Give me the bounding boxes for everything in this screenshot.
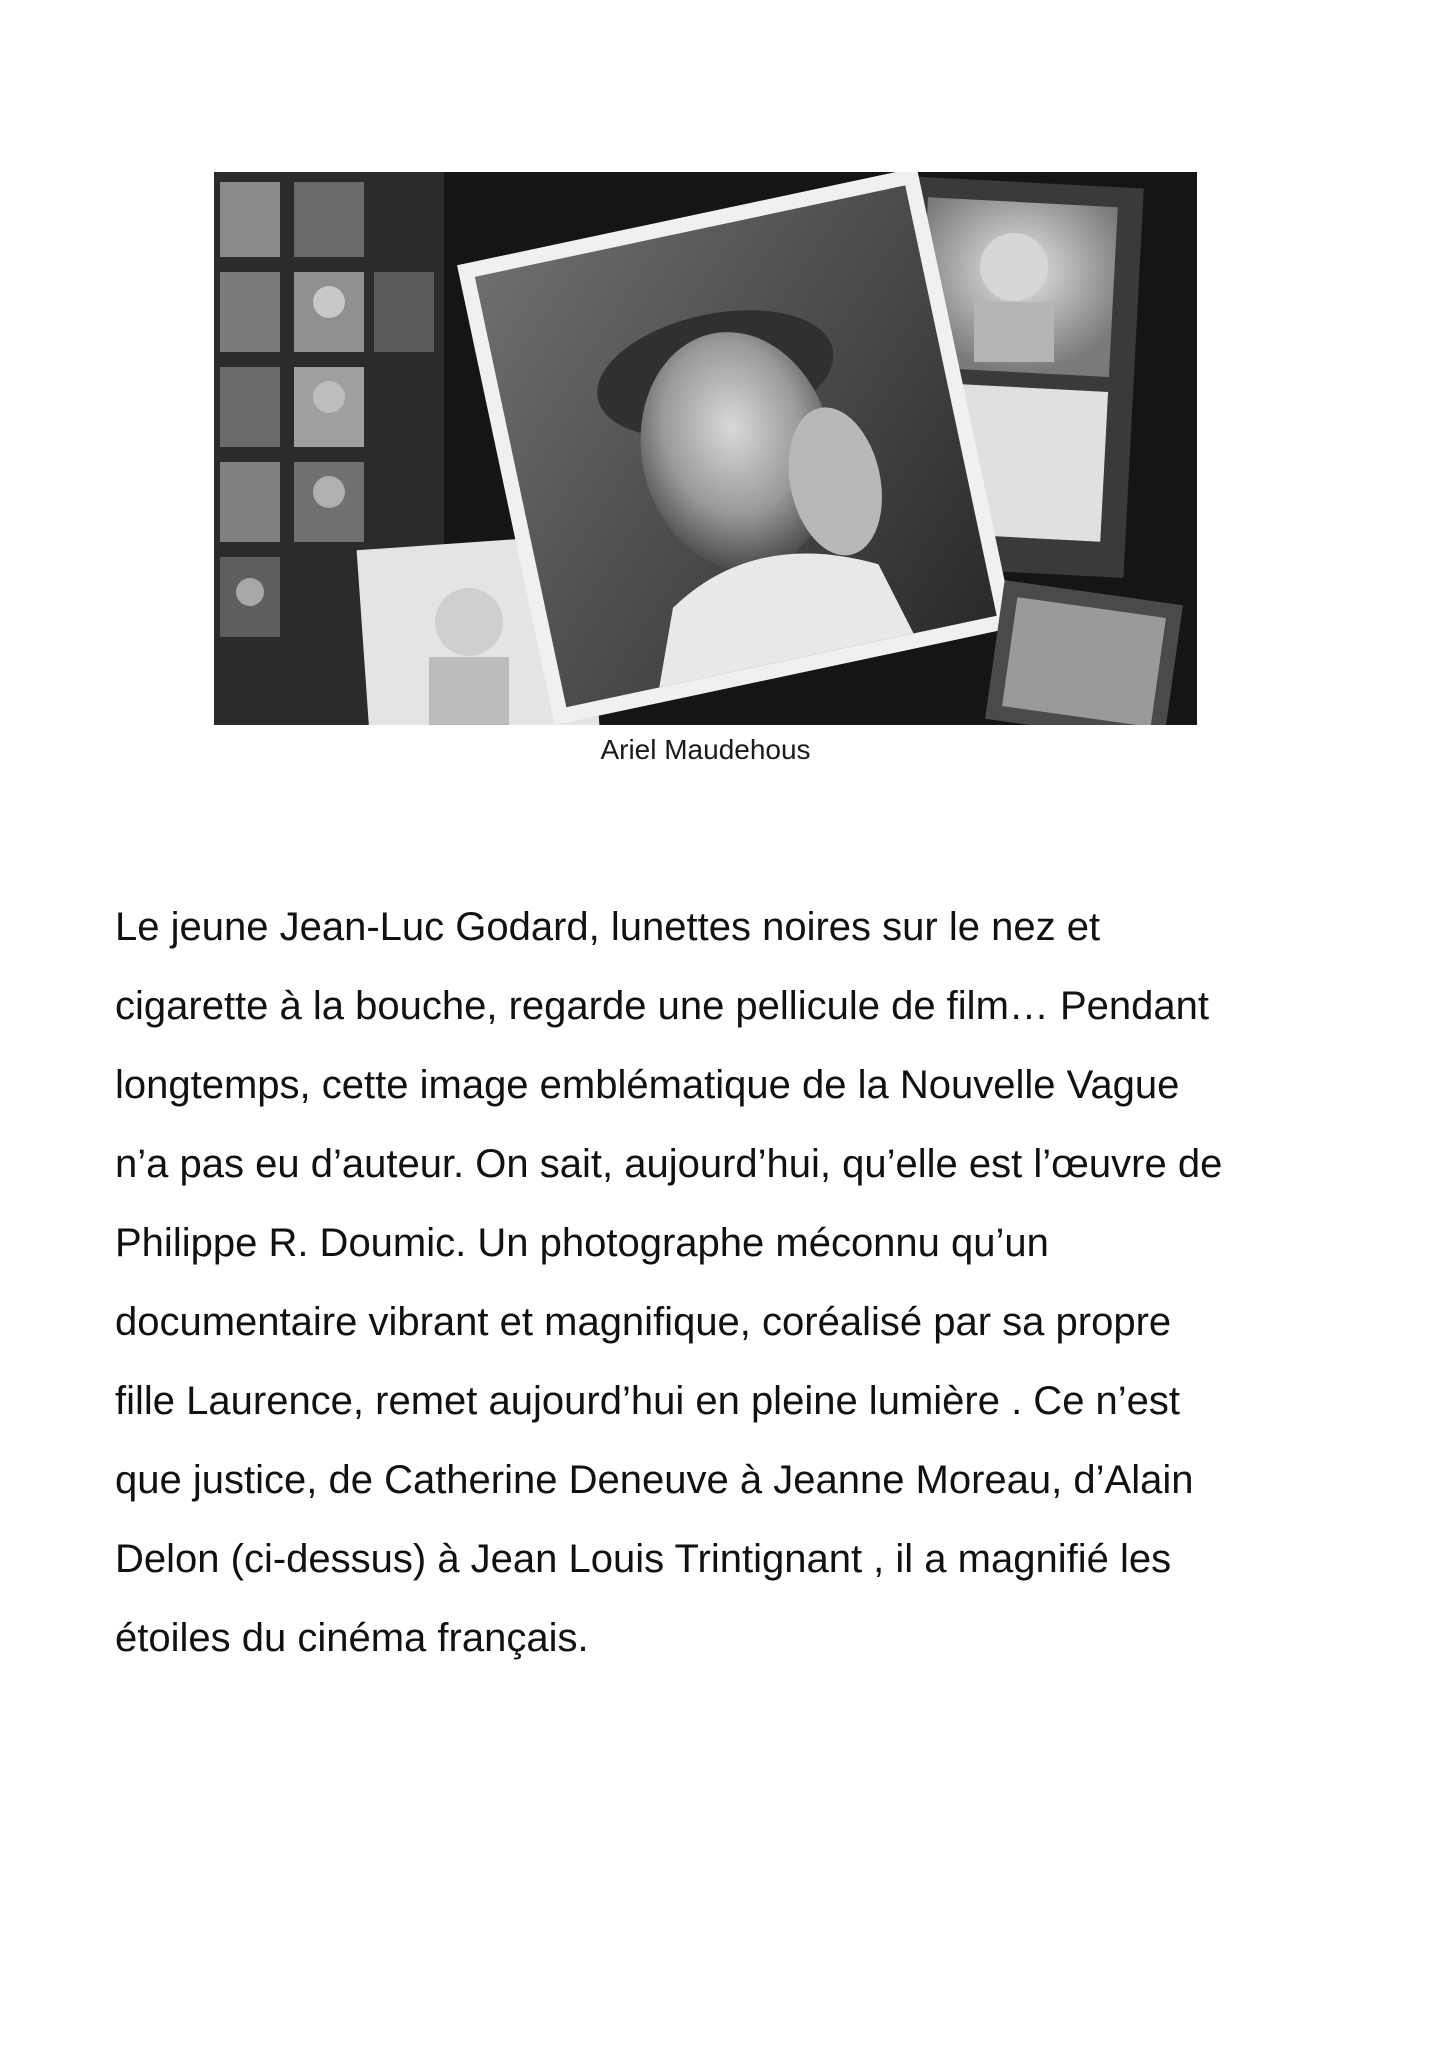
paragraph-line: Le jeune Jean-Luc Godard, lunettes noires sur le nez et <box>115 905 1101 949</box>
paragraph-line: n’a pas eu d’auteur. On sait, aujourd’hui, qu’elle est l’œuvre de <box>115 1142 1223 1186</box>
lower-right-frames <box>985 580 1183 725</box>
paragraph-line: fille Laurence, remet aujourd’hui en pleine lumière . Ce n’est <box>115 1379 1181 1423</box>
photo-caption: Ariel Maudehous <box>600 734 811 765</box>
paragraph-line: documentaire vibrant et magnifique, coréalisé par sa propre <box>115 1300 1172 1344</box>
paragraph-line: longtemps, cette image emblématique de la Nouvelle Vague <box>115 1063 1180 1107</box>
paragraph-line: que justice, de Catherine Deneuve à Jeanne Moreau, d’Alain <box>115 1458 1194 1502</box>
paragraph-line: Delon (ci-dessus) à Jean Louis Trintignant , il a magnifié les <box>115 1537 1172 1581</box>
photo-illustration <box>214 172 1197 725</box>
black-and-white-photo <box>214 172 1197 725</box>
paragraph-line: Philippe R. Doumic. Un photographe méconnu qu’un <box>115 1221 1049 1265</box>
paragraph-line: cigarette à la bouche, regarde une pellicule de film… Pendant <box>115 984 1210 1028</box>
paragraph-line: étoiles du cinéma français. <box>115 1616 589 1660</box>
main-portrait-print <box>457 172 1014 725</box>
article-paragraph <box>115 888 1355 1678</box>
